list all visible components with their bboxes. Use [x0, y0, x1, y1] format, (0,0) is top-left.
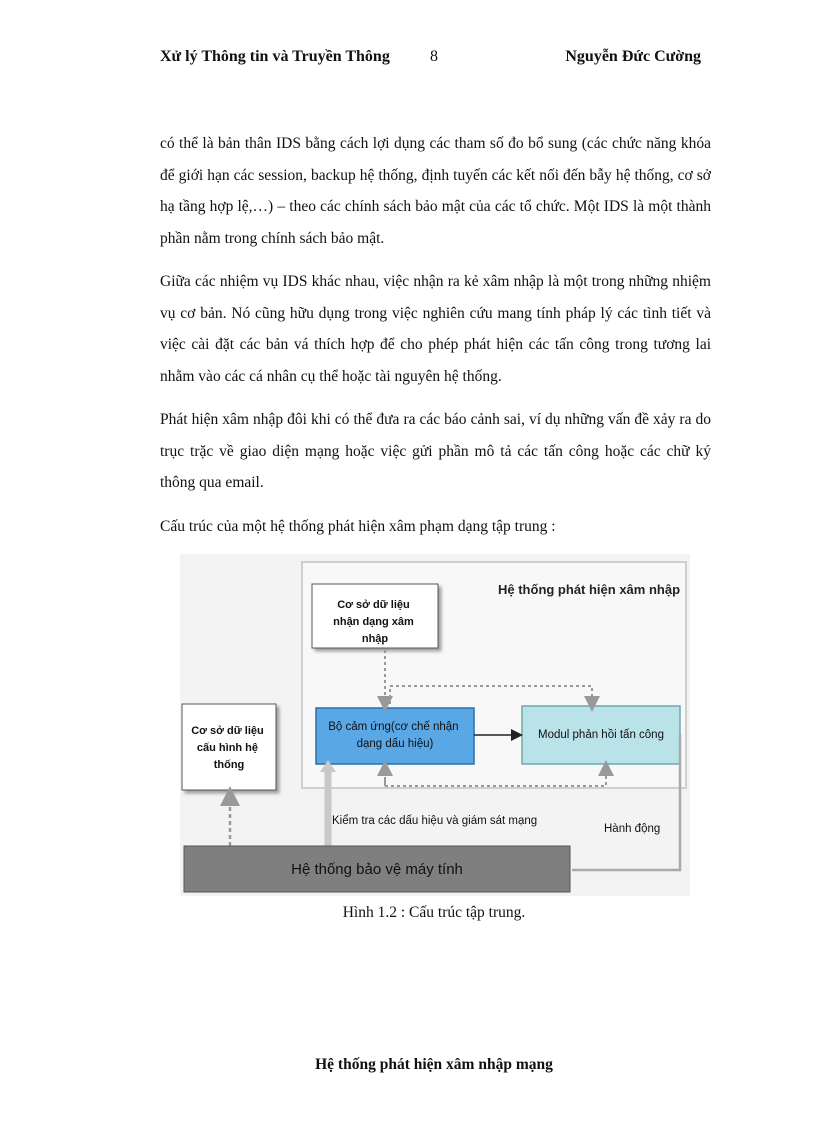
ids-title: Hệ thống phát hiện xâm nhập	[498, 582, 681, 597]
header-author: Nguyễn Đức Cường	[565, 48, 701, 65]
action-label: Hành động	[604, 823, 661, 835]
body-text	[160, 128, 711, 554]
intrusion-db-label: Cơ sở dữ liệu nhận dạng xâm nhập	[333, 599, 414, 645]
figure-caption: Hình 1.2 : Cấu trúc tập trung.	[342, 904, 526, 921]
config-db-label: Cơ sở dữ liệu cấu hình hệ thống	[191, 725, 264, 771]
paragraph: Phát hiện xâm nhập đôi khi có thể đưa ra các báo cảnh sai, ví dụ những vấn đề xảy ra do trục trặc về giao diện mạng hoặc việc gửi phần mô tả các tấn công hoặc các chữ ký thông qua email.	[160, 411, 711, 491]
sensor-box	[316, 708, 474, 764]
response-module-label: Modul phản hồi tấn công	[538, 729, 664, 741]
check-label: Kiểm tra các dấu hiệu và giám sát mạng	[332, 815, 538, 827]
page-header	[160, 48, 705, 72]
protection-system-label: Hệ thống bảo vệ máy tính	[291, 861, 463, 878]
page-number: 8	[430, 48, 438, 65]
header-course-title: Xử lý Thông tin và Truyền Thông	[160, 48, 390, 65]
page-footer: Hệ thống phát hiện xâm nhập mạng	[315, 1056, 553, 1073]
paragraph: Cấu trúc của một hệ thống phát hiện xâm phạm dạng tập trung :	[160, 517, 556, 535]
paragraph: có thể là bản thân IDS bằng cách lợi dụng các tham số đo bổ sung (các chức năng khóa để giới hạn các session, backup hệ thống, định tuyến các kết nối đến bẫy hệ thống, cơ sở hạ tầng hợp lệ,…) – theo các chính sách bảo mật của các tổ chức. Một IDS là một thành phần nằm trong chính sách bảo mật.	[160, 135, 711, 247]
ids-architecture-diagram	[180, 554, 690, 896]
paragraph: Giữa các nhiệm vụ IDS khác nhau, việc nhận ra kẻ xâm nhập là một trong những nhiệm vụ cơ bản. Nó cũng hữu dụng trong việc nghiên cứu mang tính pháp lý các tình tiết và việc cài đặt các bản vá thích hợp để cho phép phát hiện các tấn công trong tương lai nhằm vào các cá nhân cụ thể hoặc tài nguyên hệ thống.	[160, 273, 711, 385]
sensor-label: Bộ cảm ứng(cơ chế nhận dạng dấu hiệu)	[328, 721, 459, 750]
